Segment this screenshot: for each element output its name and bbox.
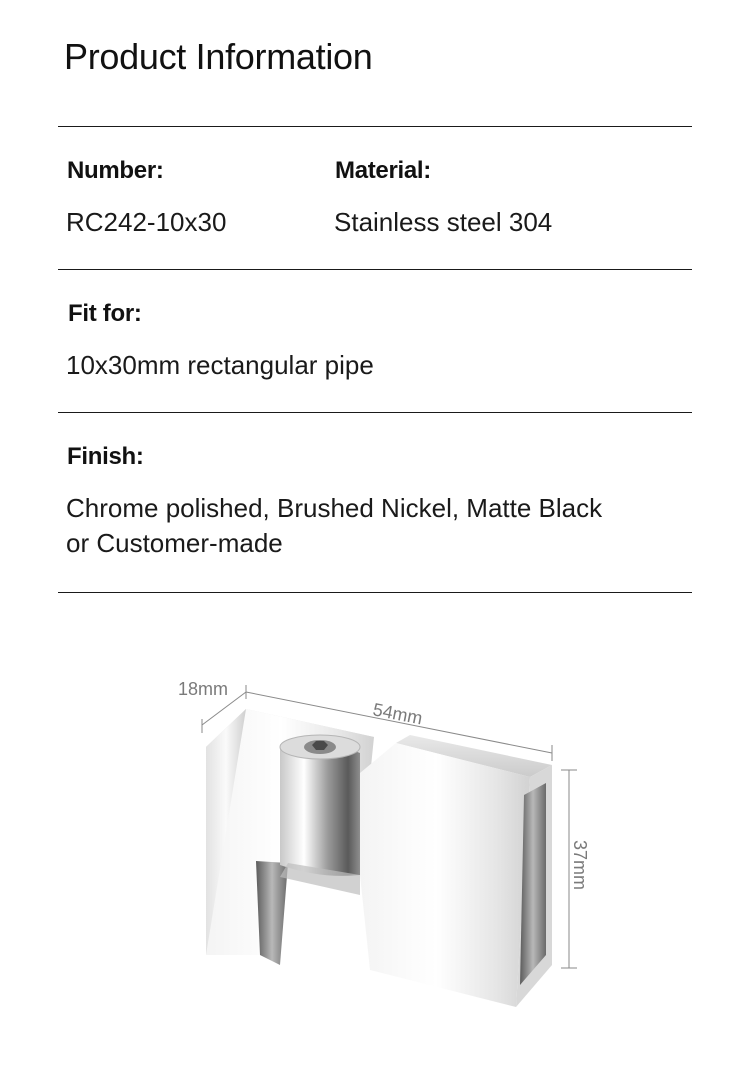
product-image — [160, 665, 600, 1025]
divider — [58, 412, 692, 413]
fit-value: 10x30mm rectangular pipe — [66, 350, 374, 380]
width-dimension: 54mm — [371, 699, 425, 729]
fit-label: Fit for: — [68, 300, 142, 327]
finish-value-line1: Chrome polished, Brushed Nickel, Matte Black — [66, 493, 603, 523]
finish-label: Finish: — [67, 443, 144, 470]
page-title: Product Information — [64, 36, 373, 77]
depth-dimension: 18mm — [178, 679, 229, 699]
divider — [58, 269, 692, 270]
number-value: RC242-10x30 — [66, 207, 227, 237]
hinge-cylinder — [280, 742, 360, 876]
height-dimension: 37mm — [570, 840, 590, 891]
material-value: Stainless steel 304 — [334, 207, 553, 237]
pipe-opening — [520, 783, 546, 985]
divider — [58, 126, 692, 127]
front-face-right — [360, 743, 530, 1007]
divider — [58, 592, 692, 593]
number-label: Number: — [67, 157, 164, 184]
material-label: Material: — [335, 157, 431, 184]
finish-value-line2: or Customer-made — [66, 528, 283, 558]
